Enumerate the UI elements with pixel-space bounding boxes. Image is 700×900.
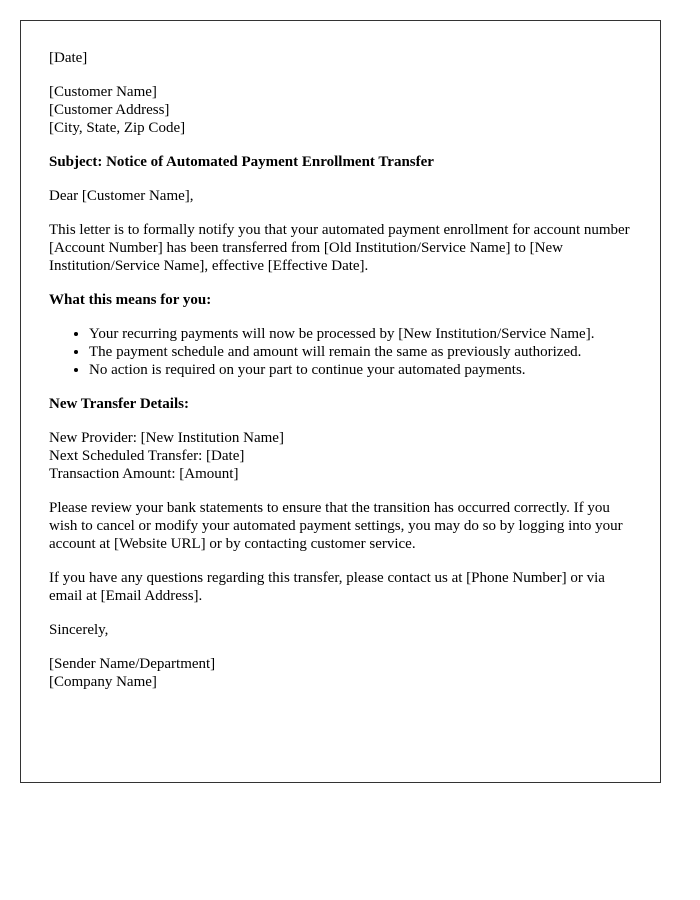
meaning-list <box>49 325 632 379</box>
subject-line: Subject: Notice of Automated Payment Enrollment Transfer <box>49 154 434 170</box>
list-item: • The payment schedule and amount will remain the same as previously authorized. <box>89 343 632 361</box>
recipient-address: [Customer Address] <box>49 102 170 118</box>
date: [Date] <box>49 50 88 66</box>
signature-block <box>49 655 632 691</box>
salutation: Dear [Customer Name], <box>49 188 194 204</box>
detail-new-provider: New Provider: [New Institution Name] <box>49 430 284 446</box>
details-block <box>49 429 632 483</box>
list-item: • No action is required on your part to continue your automated payments. <box>89 361 632 379</box>
detail-next-transfer: Next Scheduled Transfer: [Date] <box>49 448 245 464</box>
questions-paragraph: If you have any questions regarding this transfer, please contact us at [Phone Number] or via email at [Email Address]. <box>49 570 605 604</box>
sender-name: [Sender Name/Department] <box>49 656 216 672</box>
recipient-city-state-zip: [City, State, Zip Code] <box>49 120 186 136</box>
recipient-name: [Customer Name] <box>49 84 157 100</box>
list-item: • Your recurring payments will now be processed by [New Institution/Service Name]. <box>89 325 632 343</box>
intro-paragraph: This letter is to formally notify you that your automated payment enrollment for account number [Account Number] has been transferred from [Old Institution/Service Name] to [New Institution/Service Name], effective [Effective Date]. <box>49 222 630 274</box>
sender-company: [Company Name] <box>49 674 157 690</box>
meaning-heading: What this means for you: <box>49 292 212 308</box>
details-heading: New Transfer Details: <box>49 396 189 412</box>
letter <box>20 20 661 783</box>
detail-amount: Transaction Amount: [Amount] <box>49 466 239 482</box>
recipient-block <box>49 83 632 137</box>
closing: Sincerely, <box>49 622 109 638</box>
review-paragraph: Please review your bank statements to ensure that the transition has occurred correctly. If you wish to cancel or modify your automated payment settings, you may do so by logging into your account at [Website URL] or by contacting customer service. <box>49 500 623 552</box>
